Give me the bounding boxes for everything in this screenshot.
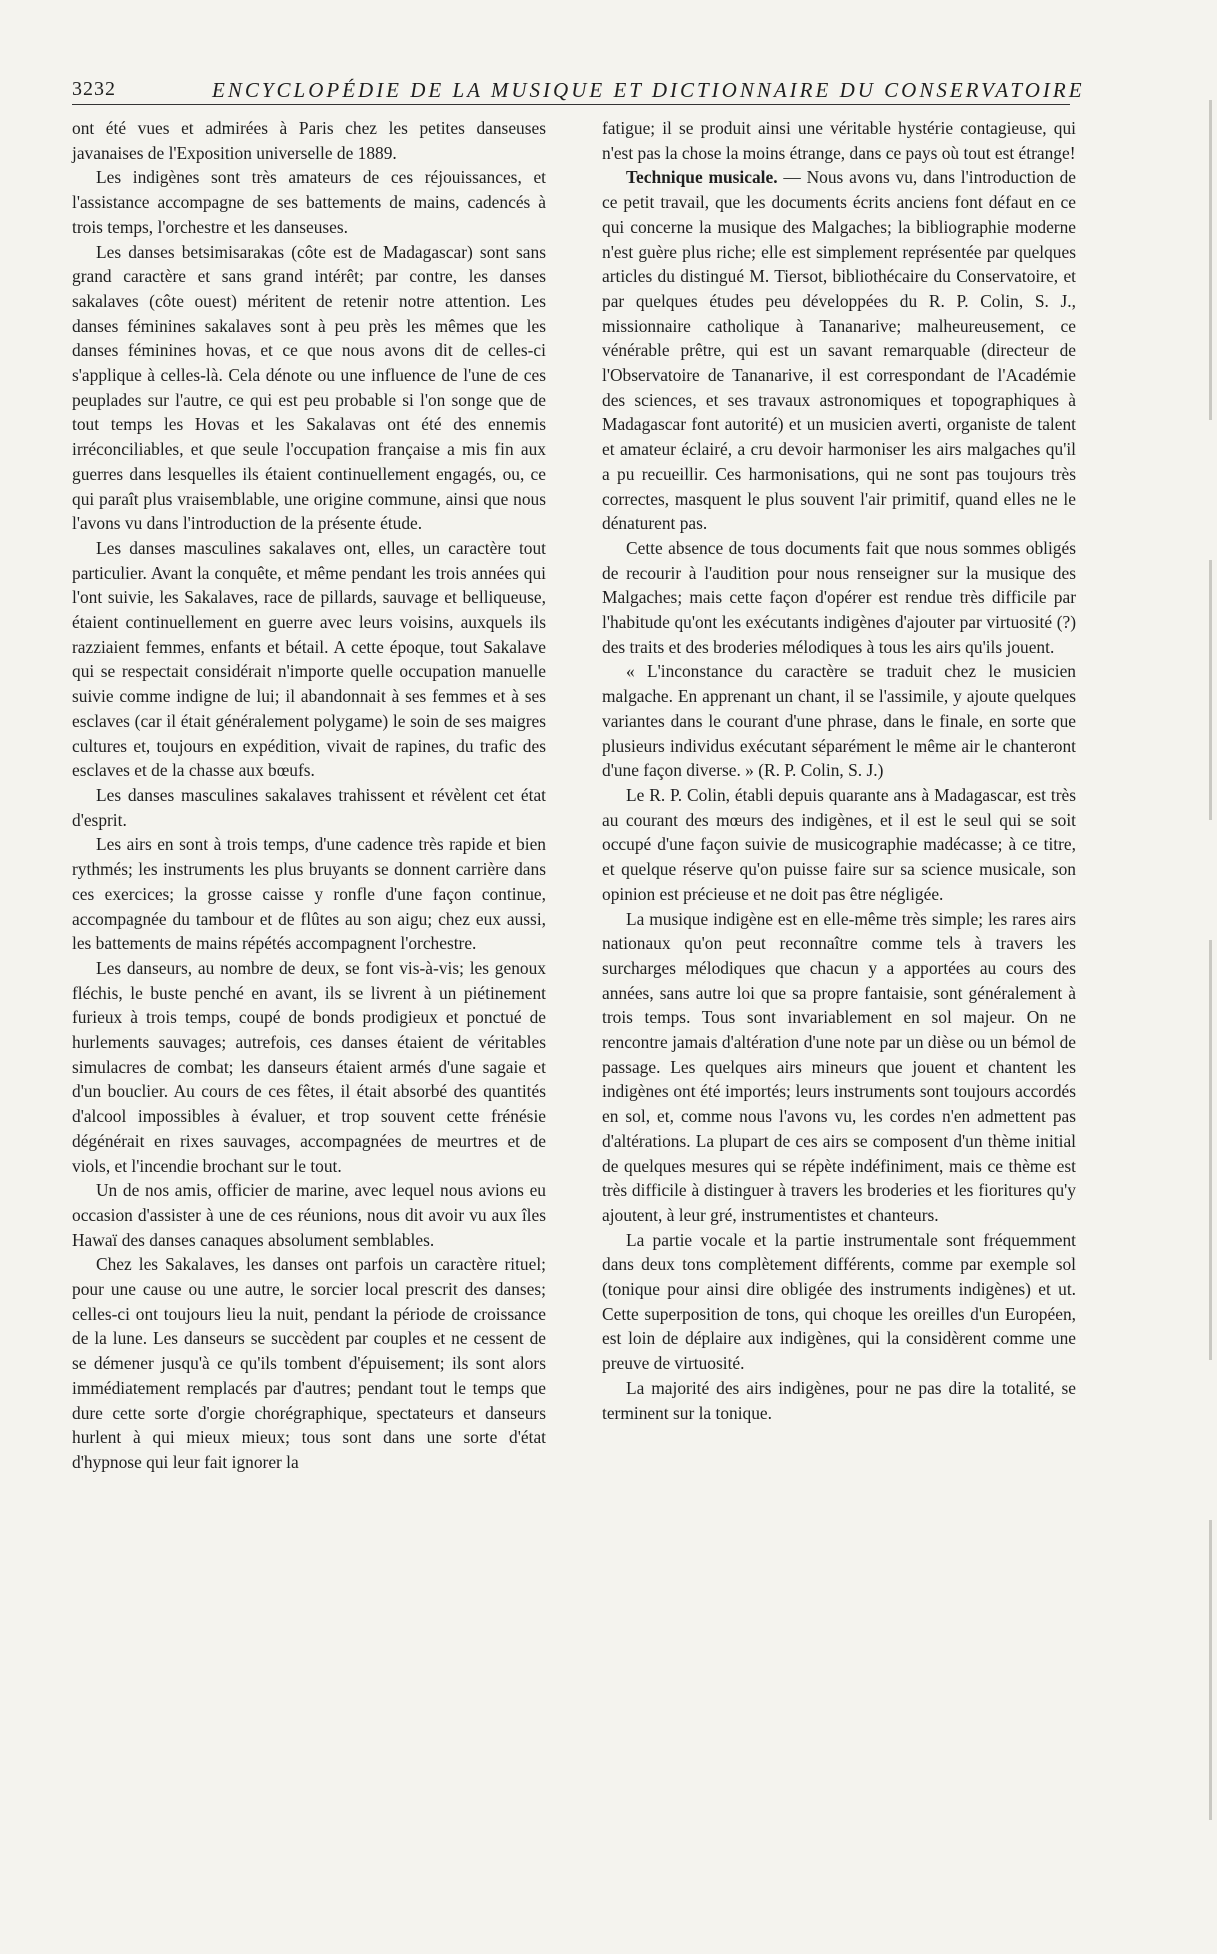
section-heading: Technique musicale. (626, 167, 778, 188)
page-number: 3232 (72, 78, 116, 100)
quote-paragraph: « L'inconstance du caractère se traduit chez le musicien malgache. En apprenant un chant, il se l'assimile, y ajoute quelques variantes dans le courant d'une phrase, dans le finale, en sorte que plusieurs individus exécutant séparément le même air le chanteront d'une façon diverse. » (R. P. Colin, S. J.) (602, 661, 1076, 781)
section-text: — Nous avons vu, dans l'introduction de ce petit travail, que les documents écrits anciens font défaut en ce qui concerne la musique des Malgaches; la bibliographie moderne n'est guère plus riche; elle est simplement représentée par quelques articles du distingué M. Tiersot, bibliothécaire du Conservatoire, et par quelques études peu développées du R. P. Colin, S. J., missionnaire catholique à Tananarive; malheureusement, ce vénérable prêtre, qui est un savant remarquable (directeur de l'Observatoire de Tananarive, il est correspondant de l'Académie des sciences, et ses travaux astronomiques et topographiques à Madagascar font autorité) et un musicien averti, organiste de talent et amateur éclairé, a cru devoir harmoniser les airs malgaches qu'il a pu recueillir. Ces harmonisations, qui ne sont pas toujours très correctes, masquent le plus souvent l'air primitif, quand elles ne le dénaturent pas. (602, 167, 1076, 534)
right-column (602, 116, 1076, 1425)
paragraph: ont été vues et admirées à Paris chez les petites danseuses javanaises de l'Exposition universelle de 1889. (72, 118, 546, 163)
page-header (72, 78, 1085, 104)
paragraph: La partie vocale et la partie instrumentale sont fréquemment dans deux tons complètement différents, comme par exemple sol (tonique pour ainsi dire obligée des instruments indigènes) et ut. Cette superposition de tons, qui choque les oreilles d'un Européen, est loin de déplaire aux indigènes, qui la considèrent comme une preuve de virtuosité. (602, 1229, 1076, 1374)
paragraph: Le R. P. Colin, établi depuis quarante ans à Madagascar, est très au courant des mœurs des indigènes, et il est le seul qui se soit occupé d'une façon suivie de musicographie madécasse; à ce titre, et quelque réserve qu'on puisse faire sur sa science musicale, son opinion est précieuse et ne doit pas être négligée. (602, 784, 1076, 904)
paragraph: Les danses masculines sakalaves trahissent et révèlent cet état d'esprit. (72, 784, 546, 830)
page-edge-shadow (1209, 40, 1213, 1920)
paragraph: fatigue; il se produit ainsi une véritable hystérie contagieuse, qui n'est pas la chose la moins étrange, dans ce pays où tout est étrange! (602, 118, 1076, 163)
left-column (72, 116, 546, 1475)
paragraph: Les danses masculines sakalaves ont, elles, un caractère tout particulier. Avant la conquête, et même pendant les trois années qui l'ont suivie, les Sakalaves, race de pillards, sauvage et belliqueuse, étaient continuellement en guerre avec leurs voisins, auxquels ils razziaient femmes, enfants et bétail. A cette époque, tout Sakalave qui se respectait considérait n'importe quelle occupation manuelle suivie comme indigne de lui; il abandonnait à ses femmes et à ses esclaves (car il était généralement polygame) le soin de ses maigres cultures et, toujours en expédition, vivait de rapines, du trafic des esclaves et de la chasse aux bœufs. (72, 537, 546, 781)
paragraph: La majorité des airs indigènes, pour ne pas dire la totalité, se terminent sur la tonique. (602, 1377, 1076, 1423)
paragraph: Un de nos amis, officier de marine, avec lequel nous avions eu occasion d'assister à une de ces réunions, nous dit avoir vu aux îles Hawaï des danses canaques absolument semblables. (72, 1180, 546, 1250)
header-rule (72, 104, 1070, 105)
paragraph: Cette absence de tous documents fait que nous sommes obligés de recourir à l'audition pour nous renseigner sur la musique des Malgaches; mais cette façon d'opérer est rendue très difficile par l'habitude qu'ont les exécutants indigènes d'ajouter par virtuosité (?) des traits et des broderies mélodiques à tous les airs qu'ils jouent. (602, 537, 1076, 657)
paragraph: Les indigènes sont très amateurs de ces réjouissances, et l'assistance accompagne de ses battements de mains, cadencés à trois temps, l'orchestre et les danseuses. (72, 167, 546, 237)
paragraph: Chez les Sakalaves, les danses ont parfois un caractère rituel; pour une cause ou une autre, le sorcier local prescrit des danses; celles-ci ont toujours lieu la nuit, pendant la période de croissance de la lune. Les danseurs se succèdent par couples et ne cessent de se démener jusqu'à ce qu'ils tombent d'épuisement; ils sont alors immédiatement remplacés par d'autres; pendant tout le temps que dure cette sorte d'orgie chorégraphique, spectateurs et danseurs hurlent à qui mieux mieux; tous sont dans une sorte d'état d'hypnose qui leur fait ignorer la (72, 1254, 546, 1472)
paragraph: Les airs en sont à trois temps, d'une cadence très rapide et bien rythmés; les instruments les plus bruyants se donnent carrière dans ces exercices; la grosse caisse y ronfle d'une façon continue, accompagnée du tambour et de flûtes au son aigu; chez eux aussi, les battements de mains répétés accompagnent l'orchestre. (72, 834, 546, 954)
paragraph: Les danseurs, au nombre de deux, se font vis-à-vis; les genoux fléchis, le buste penché en avant, ils se livrent à un piétinement furieux à trois temps, coupé de bonds prodigieux et ponctué de hurlements sauvages; autrefois, ces danses étaient de véritables simulacres de combat; les danseurs étaient armés d'une sagaie et d'un bouclier. Au cours de ces fêtes, il était absorbé des quantités d'alcool impossibles à évaluer, et trop souvent cette frénésie dégénérait en rixes sauvages, accompagnées de meurtres et de viols, et l'incendie brochant sur le tout. (72, 957, 546, 1176)
paragraph: La musique indigène est en elle-même très simple; les rares airs nationaux qu'on peut reconnaître comme tels à travers les surcharges mélodiques que chacun y a apportées au cours des années, sans autre loi que sa propre fantaisie, sont généralement à trois temps. Tous sont invariablement en sol majeur. On ne rencontre jamais d'altération d'une note par un dièse ou un bémol de passage. Les quelques airs mineurs que jouent et chantent les indigènes ont été importés; leurs instruments sont toujours accordés en sol, et, comme nous l'avons vu, les cordes n'en admettent pas d'altérations. La plupart de ces airs se composent d'un thème initial de quelques mesures qui se répète indéfiniment, mais ce thème est très difficile à distinguer à travers les broderies et les fioritures qu'y ajoutent, à leur gré, instrumentistes et chanteurs. (602, 908, 1076, 1225)
paragraph: Les danses betsimisarakas (côte est de Madagascar) sont sans grand caractère et sans grand intérêt; par contre, les danses sakalaves (côte ouest) méritent de retenir notre attention. Les danses féminines sakalaves sont à peu près les mêmes que les danses féminines hovas, et ce que nous avons dit de celles-ci s'applique à celles-là. Cela dénote ou une influence de l'une de ces peuplades sur l'autre, ce qui est peu probable si l'on songe que de tout temps les Hovas et les Sakalavas ont été des ennemis irréconciliables, et que seule l'occupation française a mis fin aux guerres dans lesquelles ils étaient continuellement engagés, ou, ce qui paraît plus vraisemblable, une origine commune, ainsi que nous l'avons vu dans l'introduction de la présente étude. (72, 241, 546, 534)
running-title: ENCYCLOPÉDIE DE LA MUSIQUE ET DICTIONNAIRE DU CONSERVATOIRE (212, 78, 1085, 102)
section-paragraph (602, 165, 1076, 536)
